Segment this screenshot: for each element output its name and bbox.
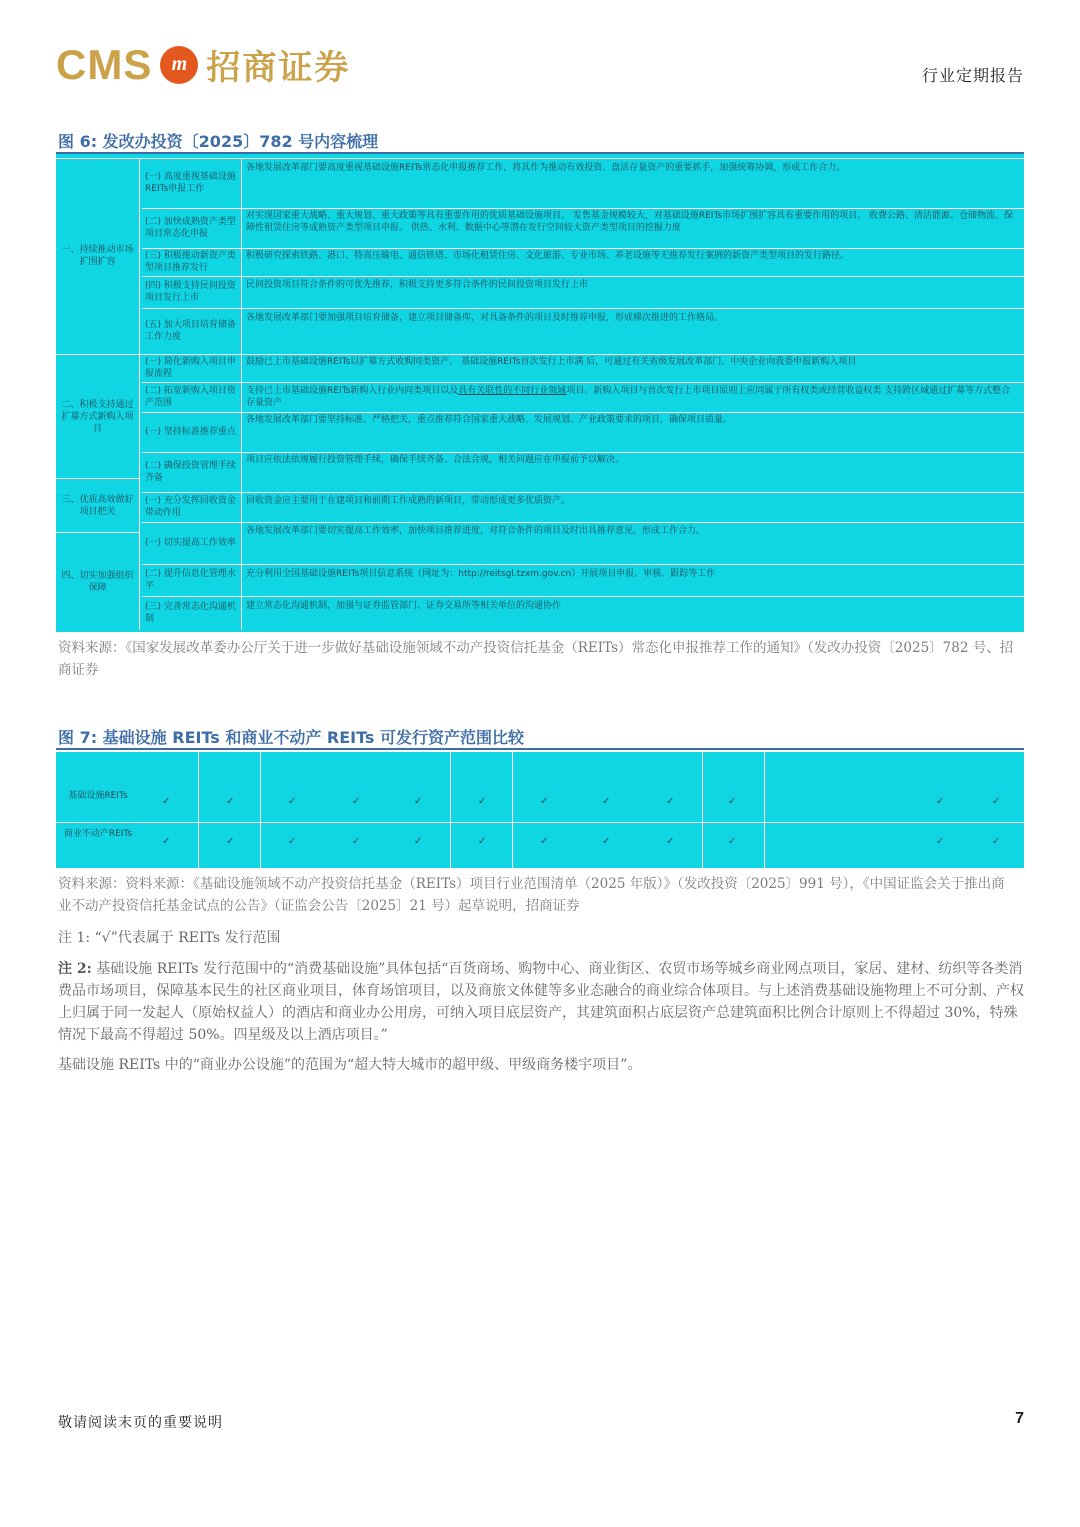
- table-column-divider: [702, 752, 703, 868]
- check-mark: ✓: [540, 796, 549, 807]
- item-text: 各地发展改革部门要坚持标准、严格把关，重点推荐符合国家重大战略、发展规划、产业政策要求的项目，确保项目质量。: [246, 415, 733, 425]
- note-2: [58, 958, 1024, 1046]
- figure7-title: 图 7: 基础设施 REITs 和商业不动产 REITs 可发行资产范围比较: [58, 728, 524, 747]
- item-label: (五) 加大项目培育储备工作力度: [142, 308, 242, 354]
- item-text: 支持已上市基础设施REITs新购入行业内同类项目以及具有关联性的不同行业领域项目。新购入项目与首次发行上市项目原则上应同属于所有权类或经营收益权类 支持跨区域通过扩募等方式整合存量资产: [246, 386, 1011, 408]
- check-mark: ✓: [936, 836, 945, 847]
- check-mark: ✓: [414, 836, 423, 847]
- table-row: [142, 492, 1024, 493]
- item-label: (四) 积极支持民间投资项目发行上市: [142, 276, 242, 308]
- item-text: 各地发展改革部门要切实提高工作效率，加快项目推荐进度，对符合条件的项目及时出具推荐意见，形成工作合力。: [246, 526, 706, 536]
- item-text: 鼓励已上市基础设施REITs以扩募方式收购同类资产。 基础设施REITs首次发行上市满 后，可通过有关省级发展改革部门、中央企业向我委申报新购入项目: [246, 357, 857, 367]
- item-text: 各地发展改革部门要高度重视基础设施REITs常态化申报推荐工作，将其作为推动有效投资、盘活存量资产的重要抓手，加强统筹协调，形成工作合力。: [246, 163, 846, 173]
- table-divider: [56, 822, 1024, 823]
- check-mark: ✓: [666, 796, 675, 807]
- table-row: [142, 382, 1024, 383]
- item-label: (一) 简化新购入项目申报流程: [142, 354, 242, 382]
- check-mark: ✓: [162, 836, 171, 847]
- item-label: (二) 拓宽新购入项目资产范围: [142, 382, 242, 412]
- table-row: [142, 564, 1024, 565]
- check-mark: ✓: [992, 836, 1001, 847]
- check-mark: ✓: [540, 836, 549, 847]
- item-label: (三) 积极推动新资产类型项目推荐发行: [142, 248, 242, 276]
- figure7-source: 资料来源：资料来源：《基础设施领域不动产投资信托基金（REITs）项目行业范围清单（2025 年版）》（发改投资〔2025〕991 号），《中国证监会关于推出商业不动产投资信托基金试点的公告》（证监会公告〔2025〕21 号）起草说明，招商证券: [58, 876, 1005, 914]
- table-row: [142, 276, 1024, 277]
- table-column-divider: [260, 752, 261, 868]
- check-mark: ✓: [352, 796, 361, 807]
- item-text: 各地发展改革部门要加强项目培育储备，建立项目储备库，对具备条件的项目及时推荐申报，形成梯次推进的工作格局。: [246, 313, 724, 323]
- item-label: (二) 加快成熟资产类型项目常态化申报: [142, 208, 242, 248]
- page-number: 7: [1015, 1410, 1024, 1427]
- check-mark: ✓: [414, 796, 423, 807]
- check-mark: ✓: [288, 796, 297, 807]
- figure7-rule: [56, 748, 1024, 750]
- group-cell-4: 四、切实加强组织保障: [56, 532, 140, 630]
- note-3: 基础设施 REITs 中的“商业办公设施”的范围为“超大特大城市的超甲级、甲级商务楼宇项目”。: [58, 1057, 642, 1073]
- item-label: (一) 充分发挥回收资金带动作用: [142, 492, 242, 522]
- check-mark: ✓: [992, 796, 1001, 807]
- table-column-divider: [512, 752, 513, 868]
- check-mark: ✓: [288, 836, 297, 847]
- table-column-divider: [764, 752, 765, 868]
- item-text: 积极研究探索铁路、港口、特高压输电、通信铁塔、市场化租赁住房、文化旅游、专业市场、养老设施等无推荐发行案例的新资产类型项目的发行路径。: [246, 251, 850, 261]
- table-row: [142, 308, 1024, 309]
- check-mark: ✓: [226, 796, 235, 807]
- item-label: (一) 坚持标准推荐重点: [142, 412, 242, 452]
- item-text: 充分利用全国基础设施REITs项目信息系统（网址为：http://reitsgl.tzxm.gov.cn）开展项目申报、审核、跟踪等工作: [246, 569, 716, 579]
- row-label-commercial-reits: 商业不动产REITs: [63, 829, 133, 839]
- item-label: (三) 完善常态化沟通机制: [142, 596, 242, 630]
- page-header: [0, 0, 1080, 100]
- group-cell-2: 二、积极支持通过扩募方式新购入项目: [56, 354, 140, 478]
- check-mark: ✓: [602, 796, 611, 807]
- check-mark: ✓: [602, 836, 611, 847]
- item-text: 建立常态化沟通机制，加强与证券监管部门、证券交易所等相关单位的沟通协作: [246, 601, 562, 611]
- check-mark: ✓: [728, 796, 737, 807]
- item-text: 民间投资项目符合条件的可优先推荐，积极支持更多符合条件的民间投资项目发行上市: [246, 280, 589, 290]
- item-label: (二) 提升信息化管理水平: [142, 564, 242, 596]
- table-row: [142, 596, 1024, 597]
- note-1: 注 1: “√”代表属于 REITs 发行范围: [58, 930, 281, 946]
- row-label-infra-reits: 基础设施REITs: [68, 791, 128, 801]
- check-mark: ✓: [478, 796, 487, 807]
- check-mark: ✓: [936, 796, 945, 807]
- item-text: 对实现国家重大战略、重大规划、重大政策等具有重要作用的优质基础设施项目。 发售基金规模较大，对基础设施REITs市场扩围扩容具有重要作用的项目。 收费公路、清洁能源、仓储物流、保障性租赁住房等成熟资产类型项目申报。 供热、水利、数据中心等潜在发行空间较大资产类型项目的挖掘力度: [246, 211, 1014, 233]
- figure6-table: [56, 154, 1024, 632]
- underlined-phrase: 具有关联性的不同行业领域: [458, 386, 567, 396]
- logo-mark-icon: m: [160, 46, 198, 84]
- logo-text-en: CMS: [56, 40, 153, 88]
- check-mark: ✓: [666, 836, 675, 847]
- table-column-divider: [198, 752, 199, 868]
- report-type: 行业定期报告: [921, 66, 1024, 85]
- table-row: [142, 208, 1024, 209]
- figure7-table: [56, 752, 1024, 868]
- check-mark: ✓: [226, 836, 235, 847]
- footer-disclaimer: 敬请阅读末页的重要说明: [58, 1415, 223, 1431]
- item-label: (一) 切实提高工作效率: [142, 522, 242, 564]
- table-row: [142, 522, 1024, 523]
- group-cell-3: 三、优质高效做好项目把关: [56, 478, 140, 532]
- table-row: [142, 452, 1024, 453]
- item-label: (一) 高度重视基础设施REITs申报工作: [142, 158, 242, 208]
- figure6-title: 图 6: 发改办投资〔2025〕782 号内容梳理: [58, 132, 379, 151]
- note-2-text: 基础设施 REITs 发行范围中的“消费基础设施”具体包括“百货商场、购物中心、商业街区、农贸市场等城乡商业网点项目，家居、建材、纺织等各类消费品市场项目，保障基本民生的社区商业项目，体育场馆项目，以及商旅文体健等多业态融合的商业综合体项目。与上述消费基础设施物理上不可分割、产权上归属于同一发起人（原始权益人）的酒店和商业办公用房，可纳入项目底层资产，其建筑面积占底层资产总建筑面积比例合计原则上不得超过 30%，特殊情况下最高不得超过 50%。四星级及以上酒店项目。”: [58, 961, 1024, 1043]
- item-text: 回收资金应主要用于在建项目和前期工作成熟的新项目，带动形成更多优质资产。: [246, 496, 571, 506]
- table-row: [142, 248, 1024, 249]
- check-mark: ✓: [478, 836, 487, 847]
- item-label: (二) 确保投资管理手续齐备: [142, 452, 242, 492]
- figure6-source: 资料来源：《国家发展改革委办公厅关于进一步做好基础设施领域不动产投资信托基金（REITs）常态化申报推荐工作的通知》（发改办投资〔2025〕782 号、招商证券: [58, 640, 1014, 678]
- item-text: 项目应依法依规履行投资管理手续，确保手续齐备、合法合规，相关问题应在申报前予以解决。: [246, 455, 625, 465]
- check-mark: ✓: [162, 796, 171, 807]
- group-cell-1: 一、持续推动市场扩围扩容: [56, 158, 140, 354]
- check-mark: ✓: [728, 836, 737, 847]
- note-2-label: 注 2:: [58, 961, 92, 977]
- table-row: [142, 412, 1024, 413]
- check-mark: ✓: [352, 836, 361, 847]
- table-column-divider: [450, 752, 451, 868]
- logo-text-cn: 招商证券: [206, 48, 351, 88]
- cms-logo: [56, 40, 350, 89]
